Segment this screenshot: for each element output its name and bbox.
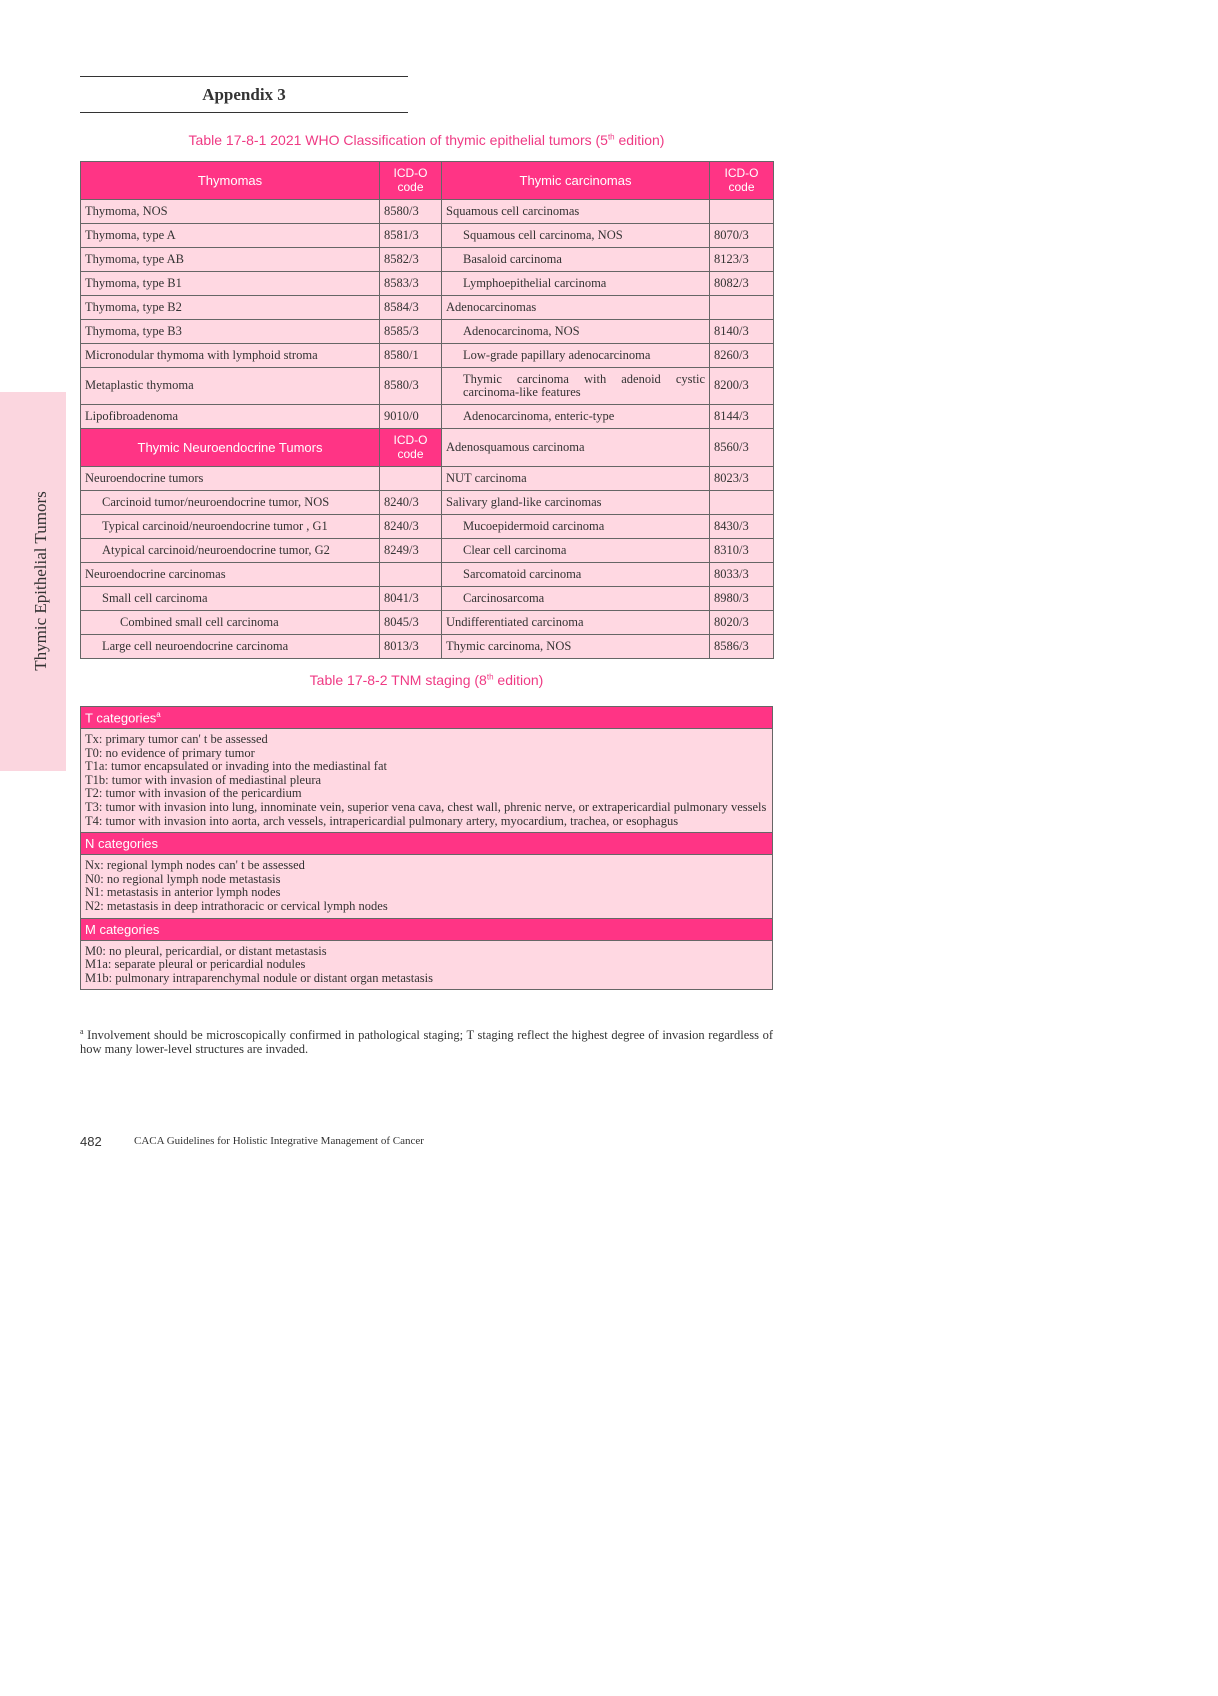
category-line: T2: tumor with invasion of the pericardium [85, 786, 302, 801]
table-cell: Squamous cell carcinomas [442, 200, 710, 224]
table-cell: Metaplastic thymoma [81, 368, 380, 405]
table-row [81, 248, 774, 272]
table2-caption: Table 17-8-2 TNM staging (8th edition) [309, 672, 544, 688]
table-header-row [81, 162, 774, 200]
table-cell: Lipofibroadenoma [81, 405, 380, 429]
category-line: T1b: tumor with invasion of mediastinal pleura [85, 772, 322, 787]
table-cell: Low-grade papillary adenocarcinoma [442, 344, 710, 368]
table-cell: 8023/3 [710, 467, 774, 491]
table-cell: Thymoma, type AB [81, 248, 380, 272]
table-row [81, 296, 774, 320]
category-line: Nx: regional lymph nodes can' t be assessed [85, 858, 305, 873]
table-cell: Squamous cell carcinoma, NOS [442, 224, 710, 248]
table-cell: 8560/3 [710, 429, 774, 467]
neuroendocrine-header-row [81, 429, 774, 467]
table-cell: Adenocarcinoma, enteric-type [442, 405, 710, 429]
table-row [81, 491, 774, 515]
table-cell: Carcinoid tumor/neuroendocrine tumor, NOS [81, 491, 380, 515]
category-line: M1a: separate pleural or pericardial nodules [85, 957, 306, 972]
table-cell: 8586/3 [710, 635, 774, 659]
table-row [81, 635, 774, 659]
category-line: T1a: tumor encapsulated or invading into the mediastinal fat [85, 759, 387, 774]
table-cell: 8580/3 [380, 368, 442, 405]
table-cell: Adenocarcinomas [442, 296, 710, 320]
table-row [81, 320, 774, 344]
table-row [81, 344, 774, 368]
appendix-title: Appendix 3 [80, 76, 408, 113]
table-row [81, 405, 774, 429]
table-cell: Undifferentiated carcinoma [442, 611, 710, 635]
table-cell: 8123/3 [710, 248, 774, 272]
table-cell: Neuroendocrine carcinomas [81, 563, 380, 587]
table-cell: Sarcomatoid carcinoma [442, 563, 710, 587]
table-row [81, 467, 774, 491]
m-categories-body [81, 940, 773, 990]
table-cell: Salivary gland-like carcinomas [442, 491, 710, 515]
category-line: Tx: primary tumor can' t be assessed [85, 732, 268, 746]
col-neuroendocrine-tumors: Thymic Neuroendocrine Tumors [81, 429, 380, 467]
table-cell: Typical carcinoid/neuroendocrine tumor , G1 [81, 515, 380, 539]
who-classification-table [80, 161, 774, 659]
table-cell [710, 296, 774, 320]
table-cell: 8580/3 [380, 200, 442, 224]
table-cell: Thymoma, type B3 [81, 320, 380, 344]
table-cell: Adenosquamous carcinoma [442, 429, 710, 467]
table-cell: NUT carcinoma [442, 467, 710, 491]
t-categories-header: T categories$^a$ [81, 707, 773, 729]
table-row [81, 200, 774, 224]
table-cell: Thymoma, type B1 [81, 272, 380, 296]
table-cell [380, 467, 442, 491]
table-cell: Lymphoepithelial carcinoma [442, 272, 710, 296]
table-cell: Thymic carcinoma with adenoid cystic carcinoma-like features [442, 368, 710, 405]
m-categories-header: M categories [81, 918, 773, 940]
table-cell: 8430/3 [710, 515, 774, 539]
t-categories-body [81, 729, 773, 833]
table-cell: Basaloid carcinoma [442, 248, 710, 272]
table-cell: 8070/3 [710, 224, 774, 248]
table-cell: Neuroendocrine tumors [81, 467, 380, 491]
category-line: T0: no evidence of primary tumor [85, 745, 255, 760]
col-icd-code: ICD-O code [380, 162, 442, 200]
table-cell: 8249/3 [380, 539, 442, 563]
table-cell: 8240/3 [380, 515, 442, 539]
table1-caption: Table 17-8-1 2021 WHO Classification of thymic epithelial tumors (5th edition) [188, 132, 665, 148]
table-cell: 8310/3 [710, 539, 774, 563]
table-cell: 8980/3 [710, 587, 774, 611]
table-cell: 8582/3 [380, 248, 442, 272]
category-line: N1: metastasis in anterior lymph nodes [85, 885, 281, 900]
table-cell: 8140/3 [710, 320, 774, 344]
table-cell: 8082/3 [710, 272, 774, 296]
running-title: CACA Guidelines for Holistic Integrative Management of Cancer [134, 1135, 424, 1147]
table-row [81, 368, 774, 405]
table-cell: Thymic carcinoma, NOS [442, 635, 710, 659]
col-icd-code: ICD-O code [380, 429, 442, 467]
table-cell [710, 200, 774, 224]
table-cell: Adenocarcinoma, NOS [442, 320, 710, 344]
category-line: T3: tumor with invasion into lung, innominate vein, superior vena cava, chest wall, phrenic nerve, or extrapericardial pulmonary vessels [85, 799, 767, 814]
table-row [81, 563, 774, 587]
table-cell: 8583/3 [380, 272, 442, 296]
table-cell: 8584/3 [380, 296, 442, 320]
category-line: M1b: pulmonary intraparenchymal nodule or distant organ metastasis [85, 970, 433, 985]
table-row [81, 611, 774, 635]
category-line: N2: metastasis in deep intrathoracic or cervical lymph nodes [85, 898, 388, 913]
table-cell: 8260/3 [710, 344, 774, 368]
table-cell: Micronodular thymoma with lymphoid stroma [81, 344, 380, 368]
table-row [81, 224, 774, 248]
table-cell: 8144/3 [710, 405, 774, 429]
table-cell: 9010/0 [380, 405, 442, 429]
table-cell: 8020/3 [710, 611, 774, 635]
table-row [81, 272, 774, 296]
table-cell: Atypical carcinoid/neuroendocrine tumor, G2 [81, 539, 380, 563]
table-cell: Thymoma, type A [81, 224, 380, 248]
table-cell: 8045/3 [380, 611, 442, 635]
category-line: T4: tumor with invasion into aorta, arch vessels, intrapericardial pulmonary artery, myocardium, trachea, or esophagus [85, 813, 679, 828]
category-line: M0: no pleural, pericardial, or distant metastasis [85, 943, 327, 958]
table-cell [380, 563, 442, 587]
table-cell: 8033/3 [710, 563, 774, 587]
table-cell: 8013/3 [380, 635, 442, 659]
n-categories-body [81, 855, 773, 918]
table-cell: Carcinosarcoma [442, 587, 710, 611]
table-row [81, 515, 774, 539]
table-cell: Thymoma, NOS [81, 200, 380, 224]
table-cell: Combined small cell carcinoma [81, 611, 380, 635]
page-number: 482 [80, 1134, 102, 1149]
table-cell: 8580/1 [380, 344, 442, 368]
table-cell: Mucoepidermoid carcinoma [442, 515, 710, 539]
n-categories-header: N categories [81, 833, 773, 855]
col-thymomas: Thymomas [81, 162, 380, 200]
table-cell: 8041/3 [380, 587, 442, 611]
table-cell: 8581/3 [380, 224, 442, 248]
footnote: $^a$ Involvement should be microscopically confirmed in pathological staging; T staging reflect the highest degree of invasion regardless of how many lower-level structures are invaded. [80, 1027, 773, 1057]
category-line: N0: no regional lymph node metastasis [85, 871, 281, 886]
side-tab-label: Thymic Epithelial Tumors [31, 491, 50, 671]
col-icd-code: ICD-O code [710, 162, 774, 200]
table-cell: Small cell carcinoma [81, 587, 380, 611]
col-thymic-carcinomas: Thymic carcinomas [442, 162, 710, 200]
table-cell: Thymoma, type B2 [81, 296, 380, 320]
table-row [81, 587, 774, 611]
tnm-staging-table [80, 706, 773, 990]
table-cell: Large cell neuroendocrine carcinoma [81, 635, 380, 659]
table-cell: 8585/3 [380, 320, 442, 344]
table-row [81, 539, 774, 563]
table-cell: 8240/3 [380, 491, 442, 515]
table-cell: Clear cell carcinoma [442, 539, 710, 563]
table-cell [710, 491, 774, 515]
table-cell: 8200/3 [710, 368, 774, 405]
